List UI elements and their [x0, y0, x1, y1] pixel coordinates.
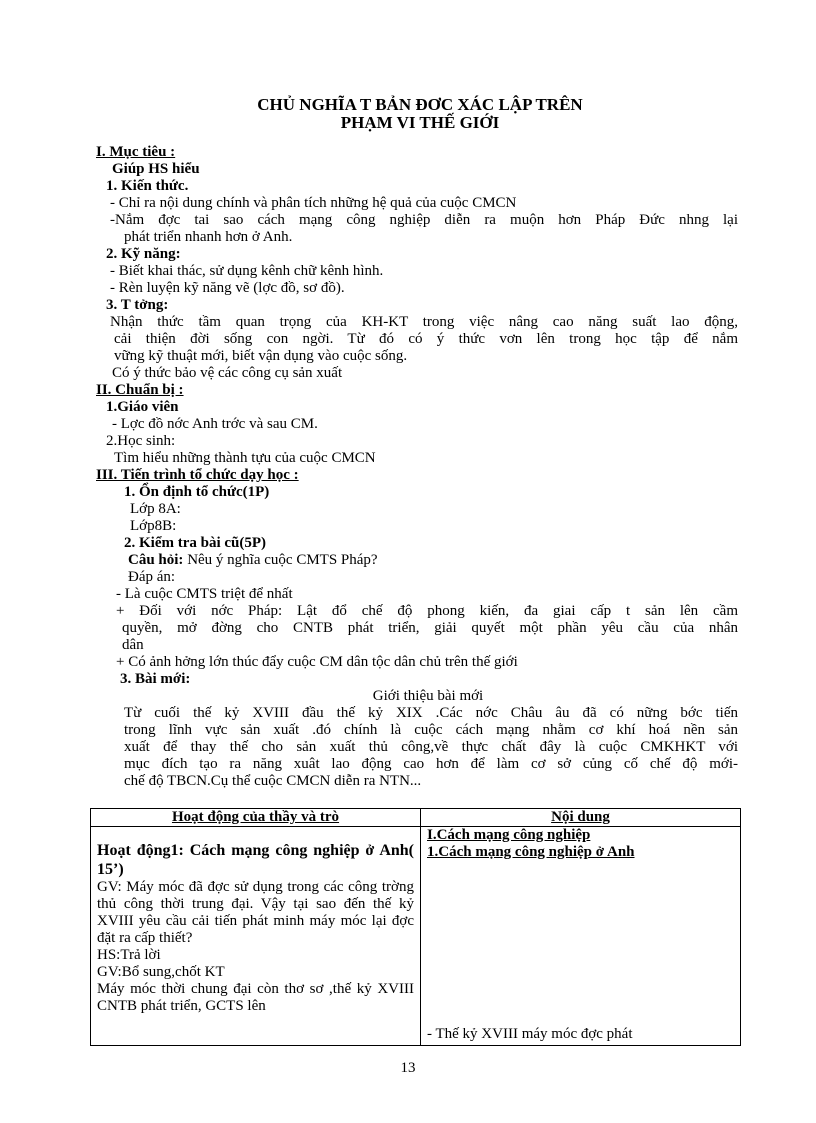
- activity-cell: [91, 827, 421, 1046]
- intro-paragraph-line: trong lĩnh vực sản xuất .đó chính là cuộc cách mạng nhằm cơ khí hoá nền sản: [124, 722, 738, 738]
- answer-line: + Đối với nớc Pháp: Lật đổ chế độ phong kiến, đa giai cấp t sản lên cầm: [116, 603, 738, 619]
- skills-line: - Rèn luyện kỹ năng vẽ (lợc đồ, sơ đồ).: [110, 280, 345, 296]
- page-title-line2: PHẠM VI THẾ GIỚI: [340, 113, 500, 132]
- table-header-row: [91, 809, 741, 827]
- skills-line: - Biết khai thác, sử dụng kênh chữ kênh hình.: [110, 263, 384, 279]
- thought-line: Nhận thức tầm quan trọng của KH-KT trong việc nâng cao năng suất lao động,: [110, 314, 738, 330]
- answer-line: - Là cuộc CMTS triệt để nhất: [116, 586, 293, 602]
- question-line: [128, 552, 378, 569]
- intro-paragraph-line: xuất để thay thế cho sản xuất thủ công,về thực chất đây là cuộc CMKHKT với: [124, 739, 738, 755]
- teacher-heading: 1.Giáo viên: [106, 399, 179, 415]
- content-line: - Thế kỷ XVIII máy móc đợc phát: [427, 1026, 633, 1042]
- activity-paragraph: Máy móc thời chung đại còn thơ sơ ,thế kỷ XVIII CNTB phát triển, GCTS lên: [97, 981, 414, 1014]
- col-header-content: Nội dung: [421, 809, 741, 827]
- class-line: Lớp 8A:: [130, 501, 181, 517]
- thought-heading: 3. T tởng:: [106, 297, 169, 313]
- answer-line: quyền, mở đờng cho CNTB phát triển, giải quyết một phần yêu cầu của nhân: [122, 620, 738, 636]
- content-subheading: 1.Cách mạng công nghiệp ở Anh: [427, 844, 635, 860]
- check-heading: 2. Kiểm tra bài cũ(5P): [124, 535, 267, 551]
- activity-title: Hoạt động1: Cách mạng công nghiệp ở Anh( 15’): [97, 842, 414, 878]
- teacher-summary: GV:Bổ sung,chốt KT: [97, 964, 225, 980]
- activity-table: [90, 808, 741, 1046]
- intro-paragraph-line: chế độ TBCN.Cụ thể cuộc CMCN diễn ra NTN...: [124, 773, 422, 789]
- question-label: Câu hỏi:: [128, 552, 184, 568]
- thought-line: cải thiện đời sống con ngời. Từ đó có ý thức vơn lên trong học tập để nắm: [114, 331, 738, 347]
- page-number: 13: [400, 1060, 416, 1076]
- knowledge-line: - Chỉ ra nội dung chính và phân tích những hệ quả của cuộc CMCN: [110, 195, 517, 211]
- answer-line: + Có ảnh hởng lớn thúc đẩy cuộc CM dân tộc dân chủ trên thế giới: [116, 654, 518, 670]
- answer-line: dân: [122, 637, 144, 653]
- section2-heading: II. Chuẩn bị :: [96, 382, 184, 398]
- intro-title: Giới thiệu bài mới: [372, 688, 484, 704]
- table-row: [91, 827, 741, 1046]
- knowledge-line: phát triển nhanh hơn ở Anh.: [124, 229, 293, 245]
- section1-sub: Giúp HS hiểu: [112, 161, 200, 177]
- section1-heading: I. Mục tiêu :: [96, 144, 176, 160]
- thought-line: vững kỹ thuật mới, biết vận dụng vào cuộc sống.: [114, 348, 408, 364]
- col-header-activities: Hoạt động của thầy và trò: [91, 809, 421, 827]
- student-line: Tìm hiểu những thành tựu của cuộc CMCN: [114, 450, 376, 466]
- intro-paragraph-line: Từ cuối thế kỷ XVIII đầu thế kỷ XIX .Các nớc Châu âu đã có nững bớc tiến: [124, 705, 738, 721]
- org-heading: 1. Ổn định tổ chức(1P): [124, 484, 270, 500]
- class-line: Lớp8B:: [130, 518, 177, 534]
- thought-line: Có ý thức bảo vệ các công cụ sản xuất: [112, 365, 343, 381]
- knowledge-line: -Nắm đợc tai sao cách mạng công nghiệp diễn ra muộn hơn Pháp Đức nhng lại: [110, 212, 738, 228]
- student-response: HS:Trả lời: [97, 947, 161, 963]
- skills-heading: 2. Kỹ năng:: [106, 246, 181, 262]
- student-heading: 2.Học sinh:: [106, 433, 176, 449]
- section3-heading: III. Tiến trình tổ chức dạy học :: [96, 467, 299, 483]
- content-heading: I.Cách mạng công nghiệp: [427, 827, 591, 843]
- question-text: Nêu ý nghĩa cuộc CMTS Pháp?: [183, 552, 378, 568]
- answer-label: Đáp án:: [128, 569, 176, 585]
- page-title-line1: CHỦ NGHĨA T BẢN ĐƠC XÁC LẬP TRÊN: [257, 95, 583, 114]
- content-cell: [421, 827, 741, 1046]
- newlesson-heading: 3. Bài mới:: [120, 671, 191, 687]
- knowledge-heading: 1. Kiến thức.: [106, 178, 189, 194]
- intro-paragraph-line: mục đích tạo ra năng xuât lao động cao hơn để làm cơ sở củng cố chế độ mới-: [124, 756, 738, 772]
- teacher-question: GV: Máy móc đã đợc sử dụng trong các công trờng thủ công thời trung đại. Vậy tại sao đến thế kỷ XVIII yêu cầu cải tiến phát minh máy móc lại đợc đặt ra cấp thiết?: [97, 879, 414, 946]
- teacher-line: - Lợc đồ nớc Anh trớc và sau CM.: [112, 416, 318, 432]
